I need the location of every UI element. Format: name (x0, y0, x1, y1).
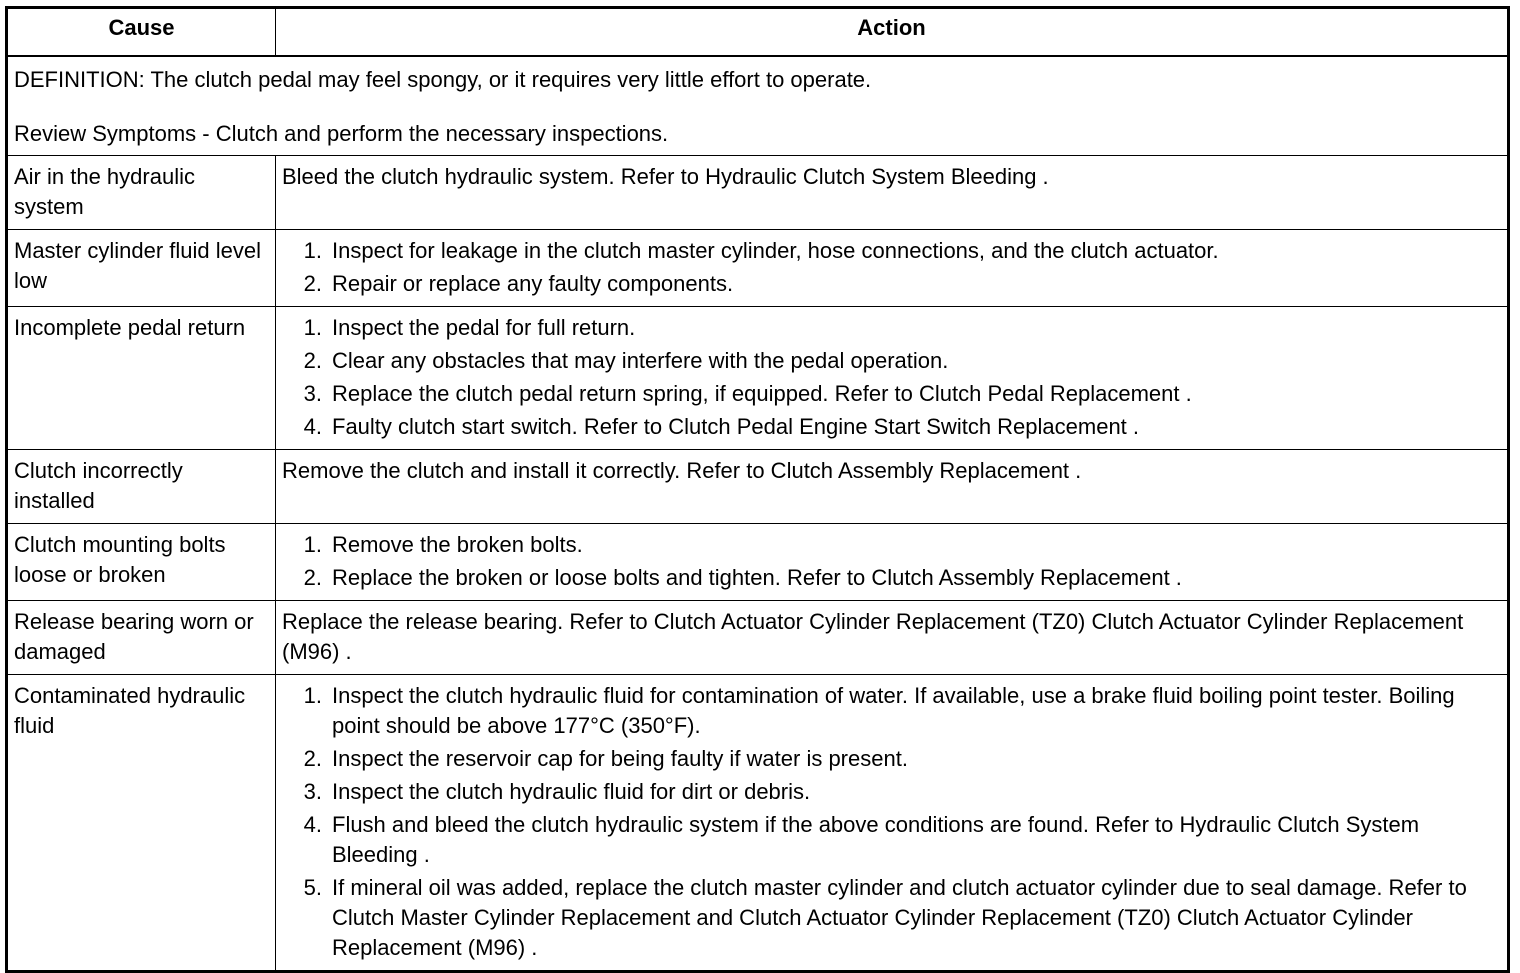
table-row (7, 230, 1509, 307)
step-text: Replace the broken or loose bolts and tighten. Refer to Clutch Assembly Replacement . (332, 565, 1182, 590)
step-number: 1. (303, 315, 322, 340)
table-row (7, 601, 1509, 675)
step-number: 4. (303, 414, 322, 439)
diagnostic-table (5, 6, 1510, 973)
table-row (7, 675, 1509, 972)
list-item (282, 744, 1501, 774)
cause-cell: Release bearing worn or damaged (7, 601, 276, 675)
action-cell: Replace the release bearing. Refer to Clutch Actuator Cylinder Replacement (TZ0) Clutch Actuator Cylinder Replacement (M96) . (276, 601, 1509, 675)
cause-cell: Air in the hydraulic system (7, 156, 276, 230)
list-item (282, 346, 1501, 376)
action-steps-list (282, 530, 1501, 593)
step-number: 1. (303, 683, 322, 708)
step-text: Inspect the reservoir cap for being faulty if water is present. (332, 746, 908, 771)
review-symptoms-text: Review Symptoms - Clutch and perform the necessary inspections. (14, 121, 669, 146)
definition-spacer (14, 95, 1501, 119)
action-cell (276, 307, 1509, 450)
step-number: 1. (303, 238, 322, 263)
table-row (7, 450, 1509, 524)
table-row (7, 307, 1509, 450)
step-number: 2. (303, 746, 322, 771)
table-row (7, 156, 1509, 230)
action-cell (276, 230, 1509, 307)
list-item (282, 236, 1501, 266)
cause-cell: Clutch mounting bolts loose or broken (7, 524, 276, 601)
list-item (282, 530, 1501, 560)
list-item (282, 269, 1501, 299)
table-row (7, 524, 1509, 601)
cause-cell: Contaminated hydraulic fluid (7, 675, 276, 972)
list-item (282, 379, 1501, 409)
step-number: 5. (303, 875, 322, 900)
step-text: Inspect the clutch hydraulic fluid for dirt or debris. (332, 779, 811, 804)
list-item (282, 563, 1501, 593)
step-text: Faulty clutch start switch. Refer to Clutch Pedal Engine Start Switch Replacement . (332, 414, 1140, 439)
cause-cell: Incomplete pedal return (7, 307, 276, 450)
step-number: 3. (303, 779, 322, 804)
step-number: 2. (303, 271, 322, 296)
list-item (282, 777, 1501, 807)
step-number: 1. (303, 532, 322, 557)
step-number: 2. (303, 565, 322, 590)
cause-cell: Clutch incorrectly installed (7, 450, 276, 524)
action-cell: Bleed the clutch hydraulic system. Refer to Hydraulic Clutch System Bleeding . (276, 156, 1509, 230)
list-item (282, 412, 1501, 442)
action-steps-list (282, 236, 1501, 299)
header-row (7, 8, 1509, 57)
definition-cell (7, 56, 1509, 156)
list-item (282, 313, 1501, 343)
step-number: 3. (303, 381, 322, 406)
action-steps-list (282, 313, 1501, 442)
step-number: 2. (303, 348, 322, 373)
diagnostic-table-wrapper (5, 6, 1507, 973)
step-text: Clear any obstacles that may interfere with the pedal operation. (332, 348, 949, 373)
step-text: Inspect the pedal for full return. (332, 315, 636, 340)
step-text: Inspect the clutch hydraulic fluid for contamination of water. If available, use a brake fluid boiling point tester. Boiling point should be above 177°C (350°F). (332, 683, 1455, 738)
cause-cell: Master cylinder fluid level low (7, 230, 276, 307)
action-steps-list (282, 681, 1501, 963)
step-text: Flush and bleed the clutch hydraulic system if the above conditions are found. Refer to Hydraulic Clutch System Bleeding . (332, 812, 1420, 867)
step-text: Inspect for leakage in the clutch master cylinder, hose connections, and the clutch actuator. (332, 238, 1219, 263)
action-cell (276, 675, 1509, 972)
action-column-header: Action (276, 8, 1509, 57)
step-text: Repair or replace any faulty components. (332, 271, 734, 296)
definition-text: DEFINITION: The clutch pedal may feel spongy, or it requires very little effort to operate. (14, 67, 872, 92)
list-item (282, 810, 1501, 870)
step-number: 4. (303, 812, 322, 837)
cause-column-header: Cause (7, 8, 276, 57)
definition-row (7, 56, 1509, 156)
list-item (282, 681, 1501, 741)
step-text: Remove the broken bolts. (332, 532, 583, 557)
action-cell (276, 524, 1509, 601)
step-text: If mineral oil was added, replace the clutch master cylinder and clutch actuator cylinder due to seal damage. Refer to Clutch Master Cylinder Replacement and Clutch Actuator Cylinder Replacement (TZ0) Clutch Actuator Cylinder Replacement (M96) . (332, 875, 1467, 960)
step-text: Replace the clutch pedal return spring, if equipped. Refer to Clutch Pedal Replacement . (332, 381, 1192, 406)
action-cell: Remove the clutch and install it correctly. Refer to Clutch Assembly Replacement . (276, 450, 1509, 524)
list-item (282, 873, 1501, 963)
